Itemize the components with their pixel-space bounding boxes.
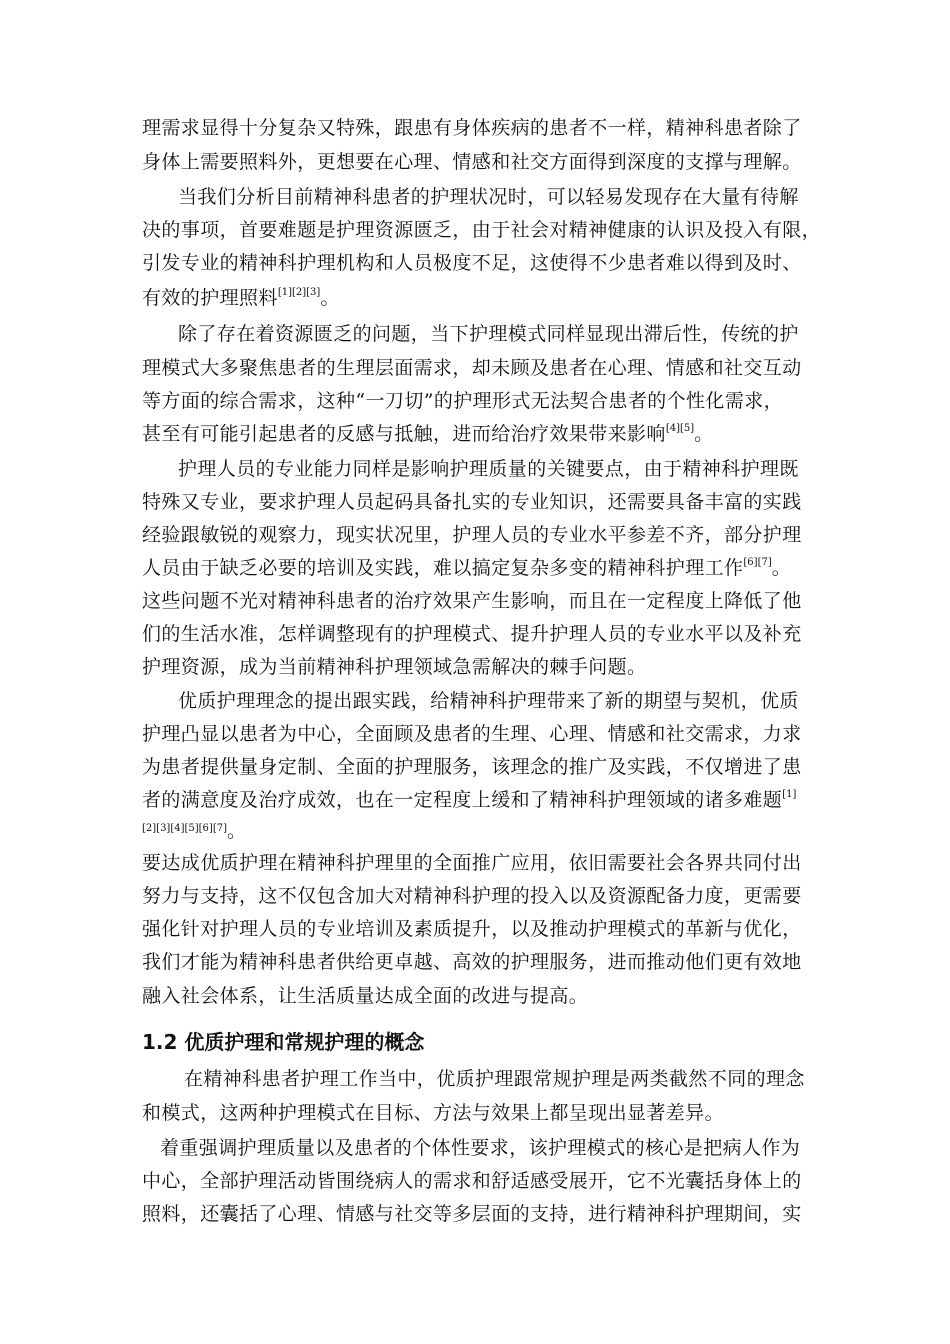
paragraph-line: 理需求显得十分复杂又特殊，跟患有身体疾病的患者不一样，精神科患者除了 [142,117,802,139]
paragraph-line: 我们才能为精神科患者供给更卓越、高效的护理服务，进而推动他们更有效地 [142,951,802,973]
paragraph-line: 经验跟敏锐的观察力，现实状况里，护理人员的专业水平参差不齐，部分护理 [142,524,802,546]
paragraph-line: 特殊又专业，要求护理人员起码具备扎实的专业知识，还需要具备丰富的实践 [142,491,802,513]
citation: [4][5] [665,423,695,434]
paragraph-line [142,555,791,581]
paragraph-line: 要达成优质护理在精神科护理里的全面推广应用，依旧需要社会各界共同付出 [142,852,802,874]
paragraph-line: 中心，全部护理活动皆围绕病人的需求和舒适感受展开，它不光囊括身体上的 [142,1170,802,1192]
citation: [2][3][4][5][6][7] [142,823,227,834]
paragraph-line: 护理资源，成为当前精神科护理领域急需解决的棘手问题。 [142,656,647,678]
line-text: 者的满意度及治疗成效，也在一定程度上缓和了精神科护理领域的诸多难题 [142,789,783,811]
paragraph-line: 努力与支持，这不仅包含加大对精神科护理的投入以及资源配备力度，更需要 [142,885,802,907]
period: 。 [694,423,714,445]
period: 。 [227,820,247,842]
paragraph-line: 决的事项，首要难题是护理资源匮乏，由于社会对精神健康的认识及投入有限， [142,219,822,241]
line-text: 人员由于缺乏必要的培训及实践，难以搞定复杂多变的精神科护理工作 [142,557,744,579]
period: 。 [320,287,340,309]
paragraph-line: 融入社会体系，让生活质量达成全面的改进与提高。 [142,985,589,1007]
paragraph-line: 引发专业的精神科护理机构和人员极度不足，这使得不少患者难以得到及时、 [142,252,802,274]
paragraph-line: 在精神科患者护理工作当中，优质护理跟常规护理是两类截然不同的理念 [184,1068,805,1090]
paragraph-line [142,787,796,813]
paragraph-line: 护理凸显以患者为中心，全面顾及患者的生理、心理、情感和社交需求，力求 [142,723,802,745]
citation: [1][2][3] [277,287,321,298]
paragraph-line: 等方面的综合需求，这种“一刀切”的护理形式无法契合患者的个性化需求， [142,390,784,412]
paragraph-line: 优质护理理念的提出跟实践，给精神科护理带来了新的期望与契机，优质 [178,690,799,712]
paragraph-line: 为患者提供量身定制、全面的护理服务，该理念的推广及实践，不仅增进了患 [142,756,802,778]
paragraph-line: 护理人员的专业能力同样是影响护理质量的关键要点，由于精神科护理既 [178,458,799,480]
paragraph-line: 当我们分析目前精神科患者的护理状况时，可以轻易发现存在大量有待解 [178,186,799,208]
paragraph-line: 身体上需要照料外，更想要在心理、情感和社交方面得到深度的支撑与理解。 [142,151,802,173]
citation: [1] [782,789,797,800]
line-text: 甚至有可能引起患者的反感与抵触，进而给治疗效果带来影响 [142,423,666,445]
citation-continuation [142,819,247,842]
paragraph-line: 着重强调护理质量以及患者的个体性要求，该护理模式的核心是把病人作为 [160,1137,801,1159]
paragraph-line: 这些问题不光对精神科患者的治疗效果产生影响，而且在一定程度上降低了他 [142,590,802,612]
paragraph-line: 照料，还囊括了心理、情感与社交等多层面的支持，进行精神科护理期间，实 [142,1203,802,1225]
paragraph-line: 强化针对护理人员的专业培训及素质提升，以及推动护理模式的革新与优化， [142,918,802,940]
paragraph-line [142,285,340,311]
paragraph-line: 和模式，这两种护理模式在目标、方法与效果上都呈现出显著差异。 [142,1102,725,1124]
paragraph-line: 们的生活水准，怎样调整现有的护理模式、提升护理人员的专业水平以及补充 [142,623,802,645]
citation: [6][7] [743,557,772,568]
paragraph-line [142,421,714,447]
period: 。 [771,557,792,579]
paragraph-line: 除了存在着资源匮乏的问题，当下护理模式同样显现出滞后性，传统的护 [178,323,799,345]
line-text: 有效的护理照料 [142,287,278,309]
section-heading: 1.2 优质护理和常规护理的概念 [142,1030,425,1054]
paragraph-line: 理模式大多聚焦患者的生理层面需求，却未顾及患者在心理、情感和社交互动 [142,357,802,379]
